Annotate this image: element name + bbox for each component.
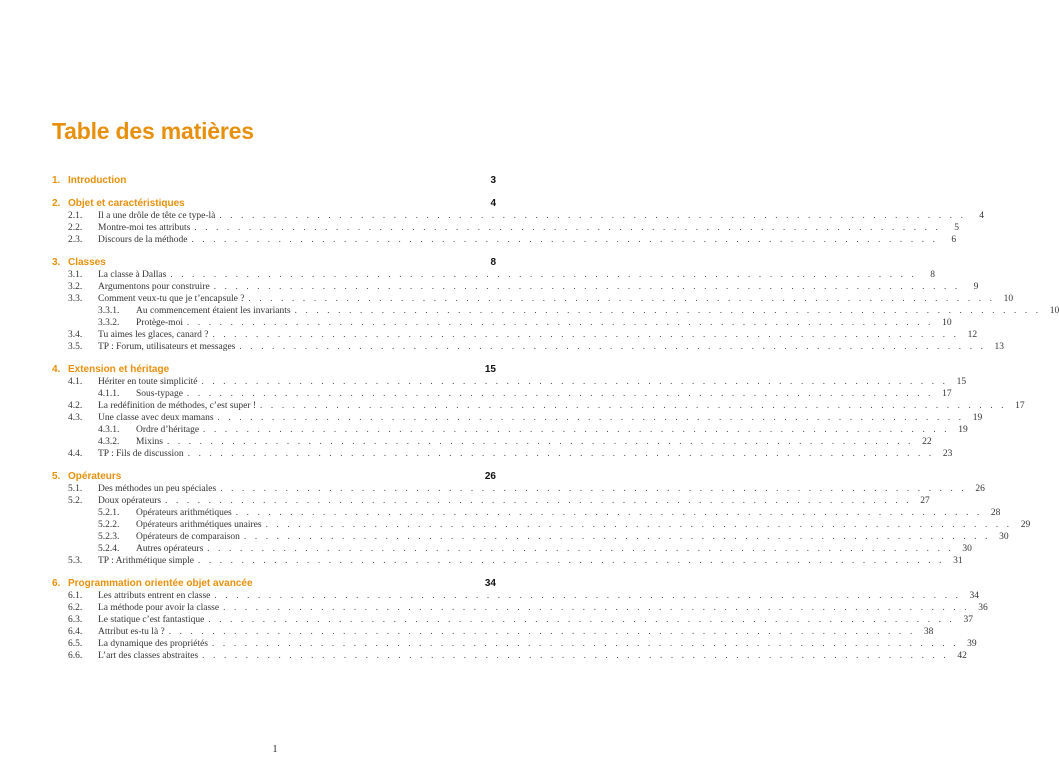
toc-chapter-page: 3 — [490, 175, 496, 186]
toc-section[interactable] — [52, 234, 957, 246]
toc-chapter[interactable] — [52, 257, 496, 269]
toc-leader-dots: . . . . . . . . . . . . . . . . . . . . . . . . . . . . . . . . . . . . . . . . . . . . . . . . . . . . . . . . . . . . . . . . . . . . . — [265, 519, 1013, 529]
toc-section[interactable] — [52, 555, 963, 567]
toc-entry-page: 31 — [953, 556, 963, 566]
toc-entry-title: Il a une drôle de tête ce type-là — [98, 211, 216, 221]
toc-entry-title: Mixins — [136, 437, 163, 447]
toc-leader-dots: . . . . . . . . . . . . . . . . . . . . . . . . . . . . . . . . . . . . . . . . . . . . . . . . . . . . . . . . . . . . . . . . . . . . . — [213, 281, 961, 291]
toc-entry-number: 5.2. — [68, 496, 83, 506]
toc-leader-dots: . . . . . . . . . . . . . . . . . . . . . . . . . . . . . . . . . . . . . . . . . . . . . . . . . . . . . . . . . . . . . . . . . . . . . — [186, 388, 934, 398]
toc-entry-number: 5.2.1. — [98, 508, 120, 518]
toc-entry-number: 3.2. — [68, 282, 83, 292]
toc-leader-dots: . . . . . . . . . . . . . . . . . . . . . . . . . . . . . . . . . . . . . . . . . . . . . . . . . . . . . . . . . . . . . . . . . . . . . — [248, 293, 996, 303]
toc-subsection[interactable] — [52, 305, 1059, 317]
toc-entry-page: 36 — [978, 603, 988, 613]
toc-entry-page: 39 — [967, 639, 977, 649]
toc-entry-number: 3.4. — [68, 330, 83, 340]
toc-entry-title: Une classe avec deux mamans — [98, 413, 214, 423]
toc-leader-dots: . . . . . . . . . . . . . . . . . . . . . . . . . . . . . . . . . . . . . . . . . . . . . . . . . . . . . . . . . . . . . . . . . . . . . — [260, 400, 1007, 410]
toc-entry-title: Les attributs entrent en classe — [98, 591, 211, 601]
toc-leader-dots: . . . . . . . . . . . . . . . . . . . . . . . . . . . . . . . . . . . . . . . . . . . . . . . . . . . . . . . . . . . . . . . . . . . . . — [208, 614, 955, 624]
toc-subsection[interactable] — [52, 436, 932, 448]
toc-leader-dots: . . . . . . . . . . . . . . . . . . . . . . . . . . . . . . . . . . . . . . . . . . . . . . . . . . . . . . . . . . . . . . . . . . . . . — [203, 424, 950, 434]
toc-entry-number: 3.3.2. — [98, 318, 120, 328]
toc-entry-page: 4 — [979, 211, 985, 221]
toc-subsection[interactable] — [52, 531, 1009, 543]
toc-entry-page: 6 — [951, 235, 957, 245]
toc-entry-number: 6.5. — [68, 639, 83, 649]
toc-entry-number: 3.1. — [68, 270, 83, 280]
toc-chapter-title: Objet et caractéristiques — [68, 198, 185, 209]
toc-chapter-number: 1. — [52, 175, 61, 186]
table-of-contents — [52, 175, 1059, 662]
toc-chapter-title: Classes — [68, 257, 106, 268]
toc-chapter-number: 6. — [52, 578, 61, 589]
toc-leader-dots: . . . . . . . . . . . . . . . . . . . . . . . . . . . . . . . . . . . . . . . . . . . . . . . . . . . . . . . . . . . . . . . . . . . . . — [220, 483, 967, 493]
toc-leader-dots: . . . . . . . . . . . . . . . . . . . . . . . . . . . . . . . . . . . . . . . . . . . . . . . . . . . . . . . . . . . . . . . . . . . . . — [170, 269, 917, 279]
toc-entry-title: TP : Fils de discussion — [98, 449, 184, 459]
toc-entry-title: Autres opérateurs — [136, 544, 204, 554]
toc-section[interactable] — [52, 222, 960, 234]
toc-subsection[interactable] — [52, 507, 1001, 519]
toc-entry-title: La dynamique des propriétés — [98, 639, 209, 649]
toc-entry-page: 10 — [1003, 294, 1014, 304]
toc-entry-page: 10 — [1049, 306, 1059, 316]
toc-leader-dots: . . . . . . . . . . . . . . . . . . . . . . . . . . . . . . . . . . . . . . . . . . . . . . . . . . . . . . . . . . . . . . . . . . . . . — [212, 638, 959, 648]
toc-leader-dots: . . . . . . . . . . . . . . . . . . . . . . . . . . . . . . . . . . . . . . . . . . . . . . . . . . . . . . . . . . . . . . . . . . . . . — [212, 329, 960, 339]
toc-subsection[interactable] — [52, 317, 952, 329]
toc-entry-title: Protège-moi — [136, 318, 183, 328]
toc-entry-page: 22 — [922, 437, 932, 447]
toc-chapter-number: 4. — [52, 364, 61, 375]
toc-entry-page: 29 — [1020, 520, 1031, 530]
toc-entry-title: Attribut es-tu là ? — [98, 627, 165, 637]
toc-leader-dots: . . . . . . . . . . . . . . . . . . . . . . . . . . . . . . . . . . . . . . . . . . . . . . . . . . . . . . . . . . . . . . . . . . . . . — [223, 602, 970, 612]
toc-chapter-title: Opérateurs — [68, 471, 122, 482]
toc-entry-number: 5.1. — [68, 484, 83, 494]
toc-leader-dots: . . . . . . . . . . . . . . . . . . . . . . . . . . . . . . . . . . . . . . . . . . . . . . . . . . . . . . . . . . . . . . . . . . . . . — [168, 626, 916, 636]
toc-subsection[interactable] — [52, 519, 1031, 531]
toc-entry-number: 6.1. — [68, 591, 83, 601]
toc-section[interactable] — [52, 412, 983, 424]
toc-entry-page: 13 — [994, 342, 1005, 352]
toc-chapter-number: 2. — [52, 198, 61, 209]
toc-entry-title: Opérateurs de comparaison — [136, 532, 240, 542]
toc-chapter-number: 3. — [52, 257, 61, 268]
toc-entry-page: 30 — [962, 544, 972, 554]
toc-entry-page: 26 — [975, 484, 985, 494]
toc-entry-title: La méthode pour avoir la classe — [98, 603, 220, 613]
toc-leader-dots: . . . . . . . . . . . . . . . . . . . . . . . . . . . . . . . . . . . . . . . . . . . . . . . . . . . . . . . . . . . . . . . . . . . . . — [166, 436, 914, 446]
toc-entry-number: 6.4. — [68, 627, 83, 637]
toc-entry-title: Le statique c’est fantastique — [98, 615, 205, 625]
toc-entry-title: Sous-typage — [136, 389, 183, 399]
toc-entry-number: 3.3.1. — [98, 306, 120, 316]
toc-entry-page: 12 — [967, 330, 978, 340]
toc-chapter-page: 8 — [490, 257, 496, 268]
toc-leader-dots: . . . . . . . . . . . . . . . . . . . . . . . . . . . . . . . . . . . . . . . . . . . . . . . . . . . . . . . . . . . . . . . . . . . . . — [294, 305, 1042, 315]
toc-chapter-page: 4 — [490, 198, 496, 209]
toc-entry-number: 5.2.2. — [98, 520, 120, 530]
toc-entry-number: 5.3. — [68, 556, 83, 566]
toc-chapter-page: 26 — [484, 471, 496, 482]
toc-entry-number: 4.1. — [68, 377, 83, 387]
toc-section[interactable] — [52, 483, 985, 495]
toc-entry-number: 4.3.2. — [98, 437, 120, 447]
toc-leader-dots: . . . . . . . . . . . . . . . . . . . . . . . . . . . . . . . . . . . . . . . . . . . . . . . . . . . . . . . . . . . . . . . . . . . . . — [219, 210, 967, 220]
toc-entry-page: 17 — [1015, 401, 1025, 411]
toc-entry-number: 3.3. — [68, 294, 83, 304]
toc-entry-page: 5 — [954, 223, 960, 233]
toc-entry-number: 5.2.4. — [98, 544, 120, 554]
toc-entry-number: 4.2. — [68, 401, 83, 411]
toc-entry-title: Des méthodes un peu spéciales — [98, 484, 217, 494]
toc-leader-dots: . . . . . . . . . . . . . . . . . . . . . . . . . . . . . . . . . . . . . . . . . . . . . . . . . . . . . . . . . . . . . . . . . . . . . — [202, 650, 949, 660]
toc-chapter[interactable] — [52, 471, 496, 483]
toc-leader-dots: . . . . . . . . . . . . . . . . . . . . . . . . . . . . . . . . . . . . . . . . . . . . . . . . . . . . . . . . . . . . . . . . . . . . . — [194, 222, 942, 232]
toc-entry-number: 2.3. — [68, 235, 83, 245]
toc-section[interactable] — [52, 400, 1025, 412]
toc-section[interactable] — [52, 448, 953, 460]
toc-chapter-number: 5. — [52, 471, 61, 482]
toc-leader-dots: . . . . . . . . . . . . . . . . . . . . . . . . . . . . . . . . . . . . . . . . . . . . . . . . . . . . . . . . . . . . . . . . . . . . . — [214, 590, 962, 600]
toc-entry-title: La classe à Dallas — [98, 270, 167, 280]
toc-entry-title: Tu aimes les glaces, canard ? — [98, 330, 209, 340]
toc-entry-number: 6.2. — [68, 603, 83, 613]
toc-leader-dots: . . . . . . . . . . . . . . . . . . . . . . . . . . . . . . . . . . . . . . . . . . . . . . . . . . . . . . . . . . . . . . . . . . . . . — [207, 543, 954, 553]
toc-section[interactable] — [52, 590, 980, 602]
toc-section[interactable] — [52, 293, 1014, 305]
toc-entry-number: 6.6. — [68, 651, 83, 661]
toc-chapter-title: Programmation orientée objet avancée — [68, 578, 253, 589]
toc-entry-title: Hériter en toute simplicité — [98, 377, 198, 387]
toc-section[interactable] — [52, 626, 934, 638]
toc-subsection[interactable] — [52, 388, 952, 400]
toc-section[interactable] — [52, 638, 977, 650]
toc-entry-number: 4.3. — [68, 413, 83, 423]
toc-leader-dots: . . . . . . . . . . . . . . . . . . . . . . . . . . . . . . . . . . . . . . . . . . . . . . . . . . . . . . . . . . . . . . . . . . . . . — [165, 495, 912, 505]
toc-entry-title: Au commencement étaient les invariants — [136, 306, 291, 316]
toc-leader-dots: . . . . . . . . . . . . . . . . . . . . . . . . . . . . . . . . . . . . . . . . . . . . . . . . . . . . . . . . . . . . . . . . . . . . . — [217, 412, 965, 422]
toc-entry-number: 6.3. — [68, 615, 83, 625]
toc-chapter[interactable] — [52, 364, 496, 376]
toc-leader-dots: . . . . . . . . . . . . . . . . . . . . . . . . . . . . . . . . . . . . . . . . . . . . . . . . . . . . . . . . . . . . . . . . . . . . . — [197, 555, 945, 565]
toc-leader-dots: . . . . . . . . . . . . . . . . . . . . . . . . . . . . . . . . . . . . . . . . . . . . . . . . . . . . . . . . . . . . . . . . . . . . . — [201, 376, 949, 386]
toc-entry-page: 9 — [973, 282, 979, 292]
toc-entry-page: 15 — [956, 377, 967, 387]
toc-entry-title: Doux opérateurs — [98, 496, 162, 506]
toc-entry-number: 4.1.1. — [98, 389, 120, 399]
toc-chapter[interactable] — [52, 578, 496, 590]
toc-leader-dots: . . . . . . . . . . . . . . . . . . . . . . . . . . . . . . . . . . . . . . . . . . . . . . . . . . . . . . . . . . . . . . . . . . . . . — [239, 341, 987, 351]
toc-entry-page: 34 — [969, 591, 980, 601]
toc-leader-dots: . . . . . . . . . . . . . . . . . . . . . . . . . . . . . . . . . . . . . . . . . . . . . . . . . . . . . . . . . . . . . . . . . . . . . — [235, 507, 983, 517]
toc-entry-page: 19 — [972, 413, 983, 423]
toc-entry-title: Comment veux-tu que je t’encapsule ? — [98, 294, 245, 304]
toc-entry-page: 23 — [942, 449, 953, 459]
toc-entry-title: Opérateurs arithmétiques unaires — [136, 520, 262, 530]
toc-entry-title: TP : Forum, utilisateurs et messages — [98, 342, 236, 352]
toc-subsection[interactable] — [52, 424, 968, 436]
page-number: 1 — [272, 744, 278, 755]
toc-entry-number: 3.5. — [68, 342, 83, 352]
toc-entry-number: 4.4. — [68, 449, 83, 459]
toc-entry-number: 2.1. — [68, 211, 83, 221]
toc-section[interactable] — [52, 341, 1005, 353]
toc-leader-dots: . . . . . . . . . . . . . . . . . . . . . . . . . . . . . . . . . . . . . . . . . . . . . . . . . . . . . . . . . . . . . . . . . . . . . — [191, 234, 939, 244]
toc-section[interactable] — [52, 269, 935, 281]
toc-entry-page: 10 — [942, 318, 952, 328]
toc-section[interactable] — [52, 495, 930, 507]
toc-leader-dots: . . . . . . . . . . . . . . . . . . . . . . . . . . . . . . . . . . . . . . . . . . . . . . . . . . . . . . . . . . . . . . . . . . . . . — [187, 448, 935, 458]
toc-chapter[interactable] — [52, 175, 496, 187]
toc-entry-title: La redéfinition de méthodes, c’est super ! — [98, 401, 257, 411]
toc-entry-title: Opérateurs arithmétiques — [136, 508, 232, 518]
toc-section[interactable] — [52, 650, 967, 662]
toc-entry-page: 38 — [923, 627, 934, 637]
toc-entry-page: 42 — [957, 651, 967, 661]
toc-section[interactable] — [52, 210, 985, 222]
toc-chapter-title: Extension et héritage — [68, 364, 170, 375]
toc-section[interactable] — [52, 614, 973, 626]
toc-entry-page: 17 — [942, 389, 952, 399]
toc-entry-title: Montre-moi tes attributs — [98, 223, 191, 233]
toc-entry-page: 37 — [963, 615, 973, 625]
toc-entry-number: 2.2. — [68, 223, 83, 233]
toc-leader-dots: . . . . . . . . . . . . . . . . . . . . . . . . . . . . . . . . . . . . . . . . . . . . . . . . . . . . . . . . . . . . . . . . . . . . . — [186, 317, 934, 327]
toc-entry-page: 19 — [958, 425, 968, 435]
page-title: Table des matières — [52, 118, 254, 144]
toc-entry-number: 5.2.3. — [98, 532, 120, 542]
toc-entry-page: 30 — [999, 532, 1009, 542]
toc-section[interactable] — [52, 602, 988, 614]
toc-entry-page: 27 — [920, 496, 930, 506]
toc-entry-number: 4.3.1. — [98, 425, 120, 435]
toc-entry-page: 28 — [990, 508, 1001, 518]
toc-subsection[interactable] — [52, 543, 972, 555]
toc-chapter-page: 15 — [484, 364, 496, 375]
toc-entry-title: L’art des classes abstraites — [98, 651, 199, 661]
toc-entry-page: 8 — [930, 270, 935, 280]
toc-chapter-title: Introduction — [68, 175, 127, 186]
toc-entry-title: Argumentons pour construire — [98, 282, 210, 292]
toc-section[interactable] — [52, 281, 979, 293]
toc-section[interactable] — [52, 329, 978, 341]
toc-chapter[interactable] — [52, 198, 496, 210]
toc-entry-title: Discours de la méthode — [98, 235, 188, 245]
toc-entry-title: TP : Arithmétique simple — [98, 556, 194, 566]
toc-section[interactable] — [52, 376, 967, 388]
toc-entry-title: Ordre d’héritage — [136, 425, 200, 435]
toc-leader-dots: . . . . . . . . . . . . . . . . . . . . . . . . . . . . . . . . . . . . . . . . . . . . . . . . . . . . . . . . . . . . . . . . . . . . . — [243, 531, 991, 541]
toc-chapter-page: 34 — [484, 578, 496, 589]
